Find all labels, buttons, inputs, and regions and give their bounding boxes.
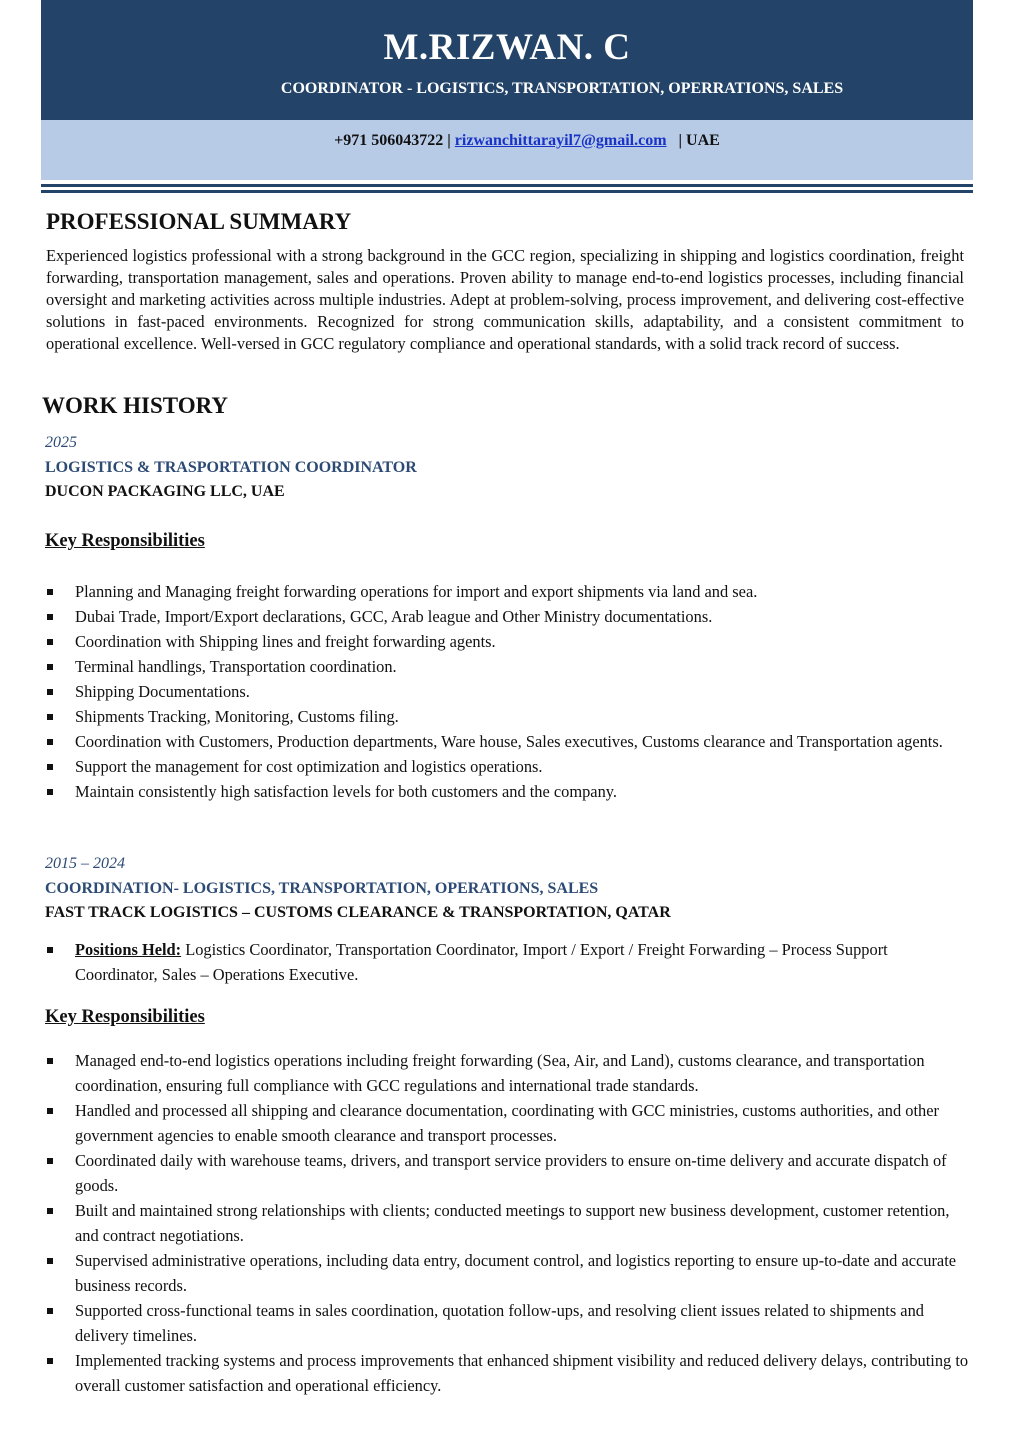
list-item: Shipments Tracking, Monitoring, Customs filing. xyxy=(46,704,971,729)
key-responsibilities-heading: Key Responsibilities xyxy=(45,531,205,551)
list-item: Coordination with Shipping lines and freight forwarding agents. xyxy=(46,629,971,654)
list-item xyxy=(46,937,971,987)
list-item: Support the management for cost optimization and logistics operations. xyxy=(46,754,971,779)
work-history-heading: WORK HISTORY xyxy=(42,393,228,418)
list-item: Coordination with Customers, Production departments, Ware house, Sales executives, Customs clearance and Transportation agents. xyxy=(46,729,971,754)
email-link[interactable]: rizwanchittarayil7@gmail.com xyxy=(454,132,667,149)
list-item: Maintain consistently high satisfaction levels for both customers and the company. xyxy=(46,779,971,804)
header-band xyxy=(41,0,973,120)
key-responsibilities-heading: Key Responsibilities xyxy=(45,1007,205,1027)
list-item: Supervised administrative operations, including data entry, document control, and logistics reporting to ensure up-to-date and accurate business records. xyxy=(46,1248,971,1298)
positions-held xyxy=(46,937,971,987)
list-item: Shipping Documentations. xyxy=(46,679,971,704)
list-item: Terminal handlings, Transportation coordination. xyxy=(46,654,971,679)
candidate-role: COORDINATOR - LOGISTICS, TRANSPORTATION, OPERRATIONS, SALES xyxy=(280,80,844,97)
list-item: Dubai Trade, Import/Export declarations, GCC, Arab league and Other Ministry documentations. xyxy=(46,604,971,629)
list-item: Managed end-to-end logistics operations including freight forwarding (Sea, Air, and Land), customs clearance, and transportation coordination, ensuring full compliance with GCC regulations and international trade standards. xyxy=(46,1048,971,1098)
job-company: FAST TRACK LOGISTICS – CUSTOMS CLEARANCE & TRANSPORTATION, QATAR xyxy=(45,904,671,921)
list-item: Supported cross-functional teams in sales coordination, quotation follow-ups, and resolving client issues related to shipments and delivery timelines. xyxy=(46,1298,971,1348)
divider-line xyxy=(41,190,973,193)
list-item: Built and maintained strong relationships with clients; conducted meetings to support new business development, customer retention, and contract negotiations. xyxy=(46,1198,971,1248)
list-item: Planning and Managing freight forwarding operations for import and export shipments via land and sea. xyxy=(46,579,971,604)
job-year: 2015 – 2024 xyxy=(45,855,125,872)
job-title: COORDINATION- LOGISTICS, TRANSPORTATION, OPERATIONS, SALES xyxy=(45,880,599,897)
positions-text: Logistics Coordinator, Transportation Coordinator, Import / Export / Freight Forwarding – Process Support Coordinator, Sales – Operations Executive. xyxy=(75,940,888,984)
job-year: 2025 xyxy=(45,434,77,451)
list-item: Handled and processed all shipping and clearance documentation, coordinating with GCC ministries, customs authorities, and other government agencies to enable smooth clearance and transport processes. xyxy=(46,1098,971,1148)
location: | UAE xyxy=(678,132,720,149)
summary-text: Experienced logistics professional with a strong background in the GCC region, specializing in shipping and logistics coordination, freight forwarding, transportation management, sales and operations. Proven ability to manage end-to-end logistics processes, including financial oversight and marketing activities across multiple industries. Adept at problem-solving, process improvement, and delivering cost-effective solutions in fast-paced environments. Recognized for strong communication skills, adaptability, and a consistent commitment to operational excellence. Well-versed in GCC regulatory compliance and operational standards, with a solid track record of success. xyxy=(46,246,964,353)
contact-line xyxy=(41,132,973,150)
list-item: Implemented tracking systems and process improvements that enhanced shipment visibility and reduced delivery delays, contributing to overall customer satisfaction and operational efficiency. xyxy=(46,1348,971,1398)
job-title: LOGISTICS & TRASPORTATION COORDINATOR xyxy=(45,459,417,476)
list-item: Coordinated daily with warehouse teams, drivers, and transport service providers to ensure on-time delivery and accurate dispatch of goods. xyxy=(46,1148,971,1198)
candidate-name: M.RIZWAN. C xyxy=(383,27,631,68)
phone: +971 506043722 | xyxy=(334,132,451,149)
positions-label: Positions Held: xyxy=(75,940,182,959)
summary-heading: PROFESSIONAL SUMMARY xyxy=(46,209,352,234)
job-1-responsibilities xyxy=(46,579,971,804)
contact-band xyxy=(41,120,973,180)
divider-line xyxy=(41,184,973,187)
job-company: DUCON PACKAGING LLC, UAE xyxy=(45,483,285,500)
job-2-responsibilities xyxy=(46,1048,971,1398)
